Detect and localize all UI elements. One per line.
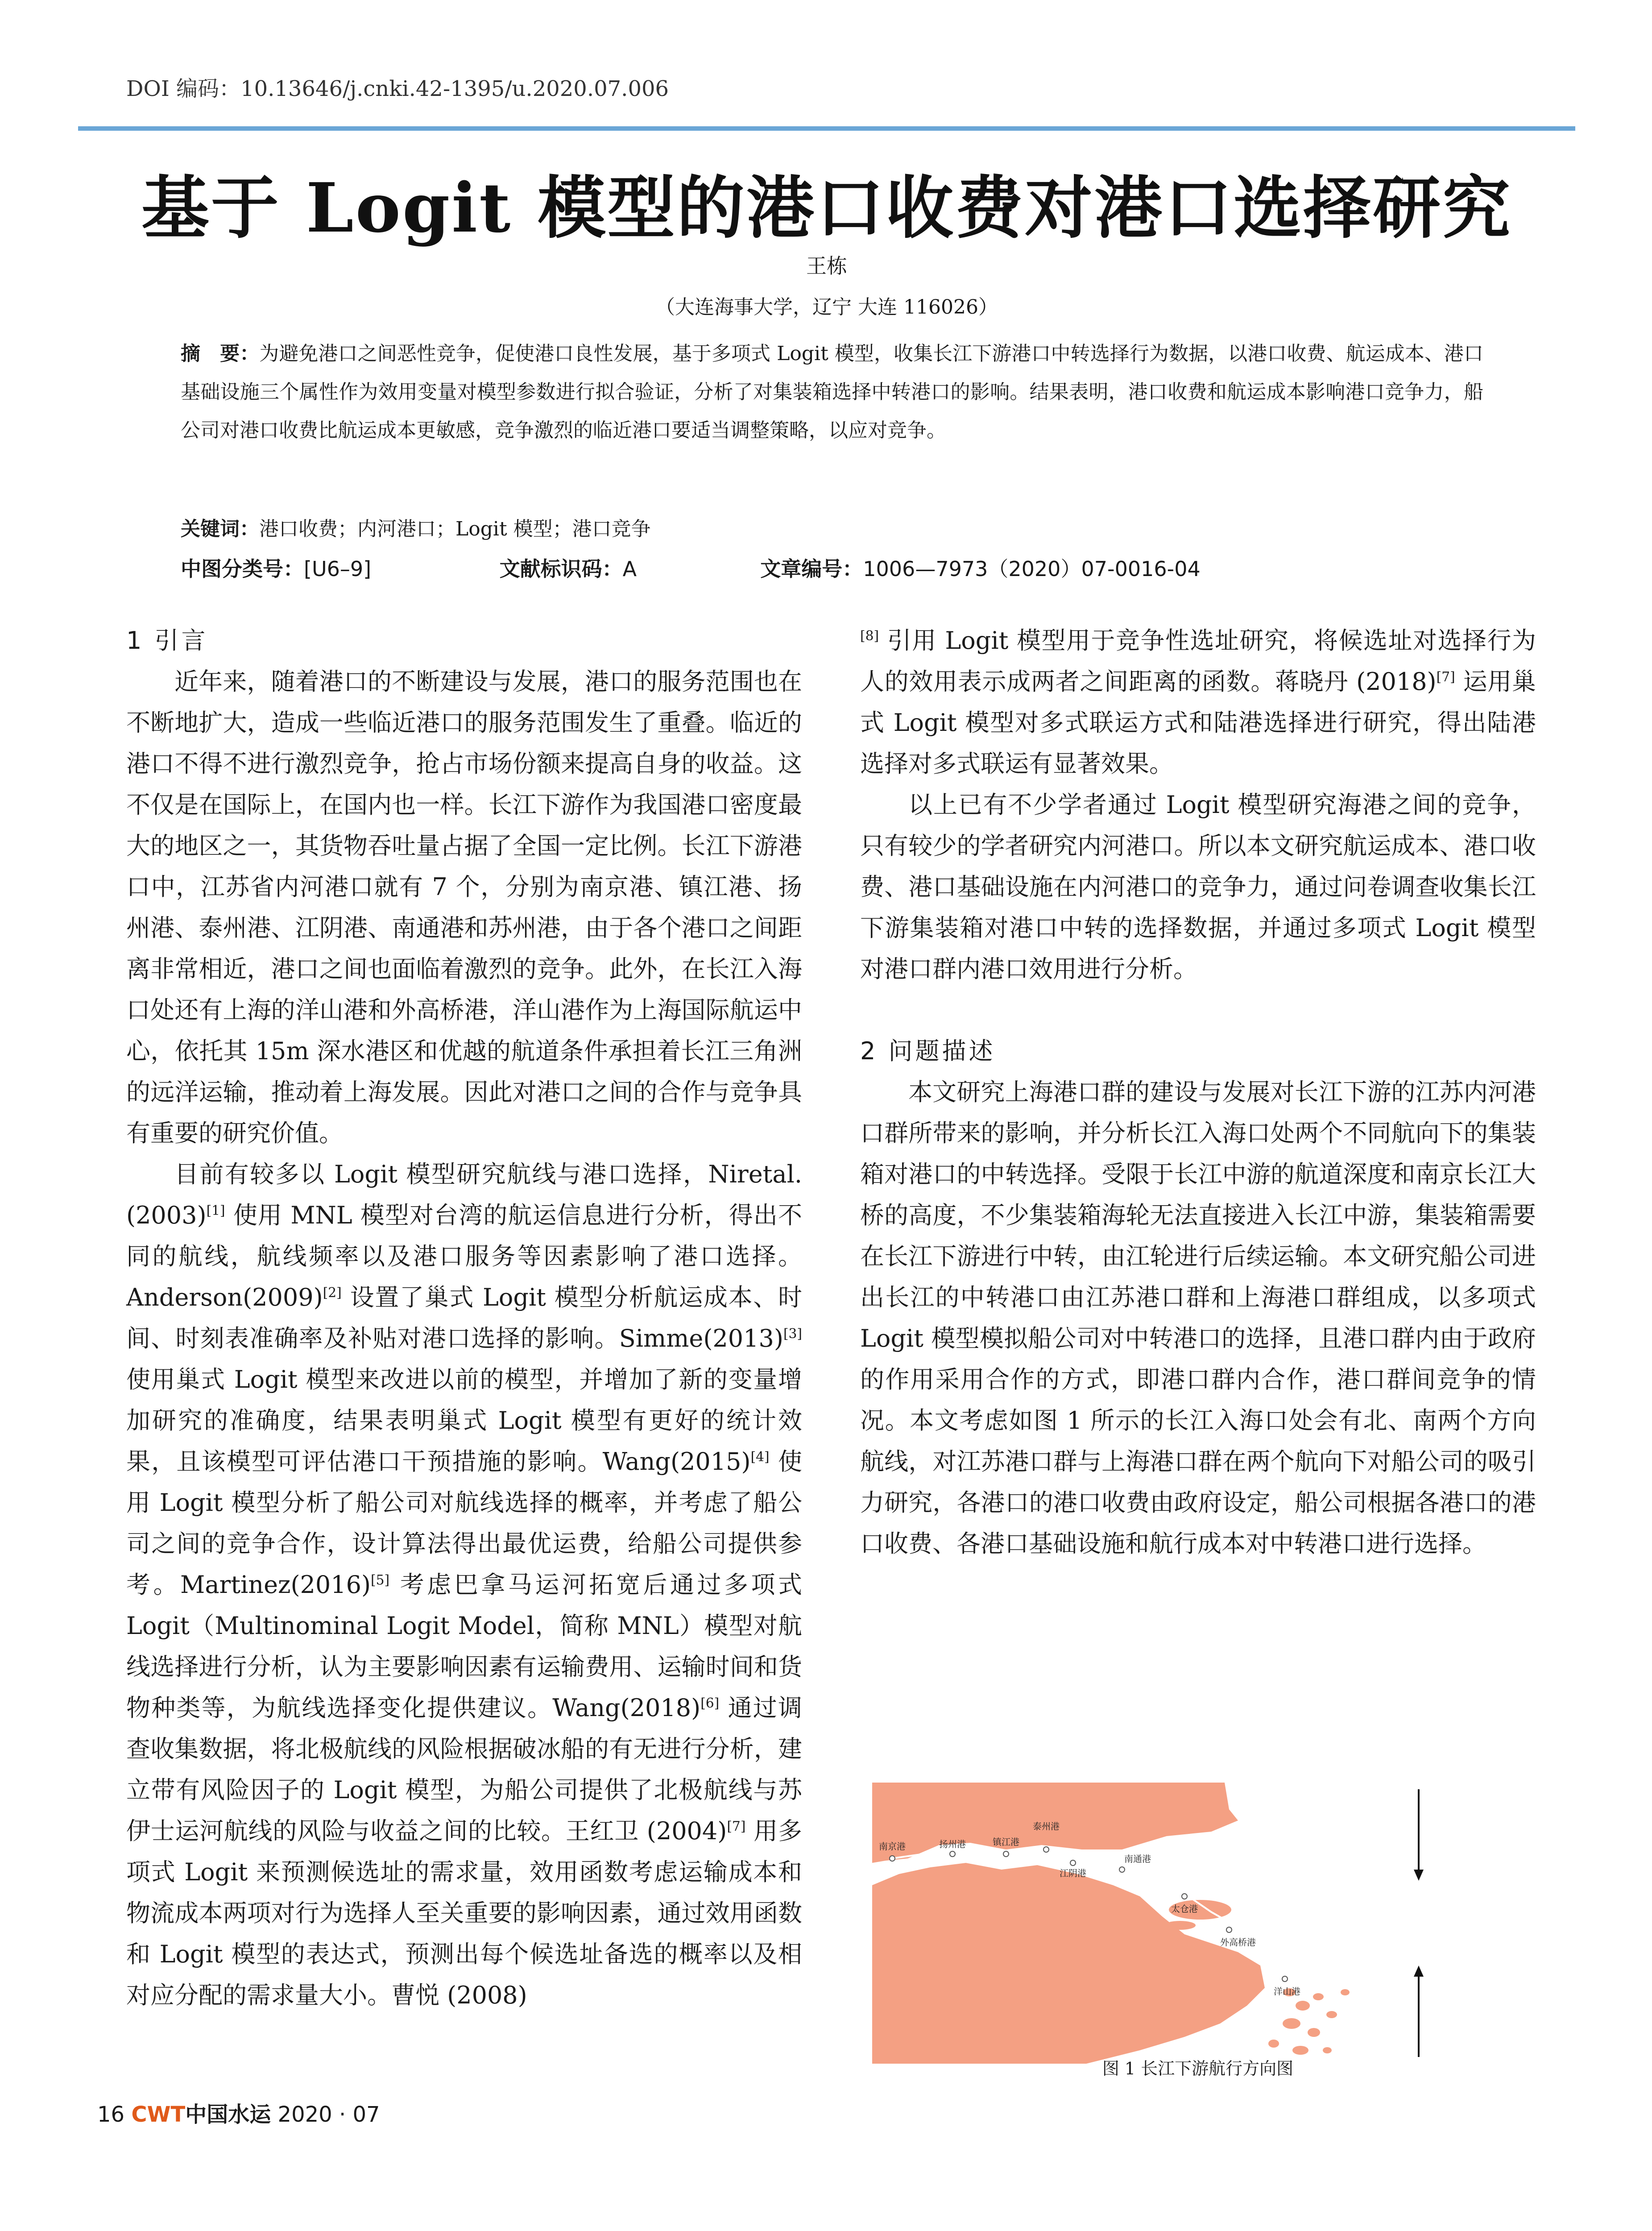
map-island [1283,2018,1300,2029]
port-label-yangshan: 洋山港 [1274,1986,1300,1997]
port-marker [1003,1851,1009,1857]
map-island [1313,1993,1324,2000]
ref-3: [3] [783,1326,802,1342]
port-label-taicang: 太仓港 [1171,1903,1198,1914]
abstract-label: 摘 要： [181,342,260,365]
port-marker [1119,1867,1125,1872]
port-marker [1070,1860,1076,1866]
article-number-label: 文章编号： [760,557,863,581]
map-island [1268,2040,1279,2048]
ref-5: [5] [371,1572,390,1588]
port-marker [890,1856,895,1861]
section-1-paragraph-2-cont: [8] 引用 Logit 模型用于竞争性选址研究，将候选址对选择行为人的效用表示成两者之间距离的函数。蒋晓丹 (2018)[7] 运用巢式 Logit 模型对多式联运方式和陆港选择进行研究，得出陆港选择对多式联运有显著效果。 [860,626,1536,778]
port-label-taizhou: 泰州港 [1033,1821,1060,1832]
article-title: 基于 Logit 模型的港口收费对港口选择研究 [141,168,1512,248]
figure-1-map [872,1783,1474,2064]
ref-7: [7] [727,1819,746,1834]
port-marker [1043,1847,1049,1852]
right-column [860,620,1536,1564]
ref-8: [8] [860,628,879,644]
clc-value: [U6–9] [304,557,372,581]
figure-1-caption: 图 1 长江下游航行方向图 [1102,2059,1294,2078]
doc-code-value: A [622,557,637,581]
port-marker [1282,1976,1288,1982]
map-island [1308,2028,1320,2037]
map-island [1326,2011,1337,2018]
port-marker [1182,1894,1187,1899]
port-label-zhenjiang: 镇江港 [993,1837,1019,1847]
port-marker [950,1851,955,1857]
article-number-value: 1006—7973（2020）07-0016-04 [863,557,1201,581]
abstract-text: 为避免港口之间恶性竞争，促使港口良性发展，基于多项式 Logit 模型，收集长江下游港口中转选择行为数据，以港口收费、航运成本、港口基础设施三个属性作为效用变量对模型参数进行拟合验证，分析了对集装箱选择中转港口的影响。结果表明，港口收费和航运成本影响港口竞争力，船公司对港口收费比航运成本更敏感，竞争激烈的临近港口要适当调整策略，以应对竞争。 [181,342,1483,442]
journal-name: 中国水运 [185,2102,271,2127]
page-footer [97,2097,380,2128]
ref-7b: [7] [1436,669,1455,685]
section-2-paragraph-1: 本文研究上海港口群的建设与发展对长江下游的江苏内河港口群所带来的影响，并分析长江入海口处两个不同航向下的集装箱对港口的中转选择。受限于长江中游的航道深度和南京长江大桥的高度，不少集装箱海轮无法直接进入长江中游，集装箱需要在长江下游进行中转，由江轮进行后续运输。本文研究船公司进出长江的中转港口由江苏港口群和上海港口群组成，以多项式 Logit 模型模拟船公司对中转港口的选择，且港口群内由于政府的作用采用合作的方式，即港口群内合作，港口群间竞争的情况。本文考虑如图 1 所示的长江入海口处会有北、南两个方向航线，对江苏港口群与上海港口群在两个航向下对船公司的吸引力研究，各港口的港口收费由政府设定，船公司根据各港口的港口收费、各港口基础设施和航行成本对中转港口进行选择。 [860,1078,1536,1558]
journal-logo: CWT [131,2102,186,2127]
map-island [1323,2047,1332,2053]
keywords-text: 港口收费；内河港口；Logit 模型；港口竞争 [259,518,651,540]
section-1-paragraph-1: 近年来，随着港口的不断建设与发展，港口的服务范围也在不断地扩大，造成一些临近港口的服务范围发生了重叠。临近的港口不得不进行激烈竞争，抢占市场份额来提高自身的收益。这不仅是在国际上，在国内也一样。长江下游作为我国港口密度最大的地区之一，其货物吞吐量占据了全国一定比例。长江下游港口中，江苏省内河港口就有 7 个，分别为南京港、镇江港、扬州港、泰州港、江阴港、南通港和苏州港，由于各个港口之间距离非常相近，港口之间也面临着激烈的竞争。此外，在长江入海口处还有上海的洋山港和外高桥港，洋山港作为上海国际航运中心，依托其 15m 深水港区和优越的航道条件承担着长江三角洲的远洋运输，推动着上海发展。因此对港口之间的合作与竞争具有重要的研究价值。 [126,668,802,1147]
map-island [1341,1989,1350,1995]
header-rule [78,126,1575,131]
port-label-nantong: 南通港 [1124,1854,1151,1864]
section-1-paragraph-2: 目前有较多以 Logit 模型研究航线与港口选择，Niretal.(2003)[1] 使用 MNL 模型对台湾的航运信息进行分析，得出不同的航线，航线频率以及港口服务等因素影响了港口选择。Anderson(2009)[2] 设置了巢式 Logit 模型分析航运成本、时间、时刻表准确率及补贴对港口选择的影响。Simme(2013)[3] 使用巢式 Logit 模型来改进以前的模型，并增加了新的变量增加研究的准确度，结果表明巢式 Logit 模型有更好的统计效果，且该模型可评估港口干预措施的影响。Wang(2015)[4] 使用 Logit 模型分析了船公司对航线选择的概率，并考虑了船公司之间的竞争合作，设计算法得出最优运费，给船公司提供参考。Martinez(2016)[5] 考虑巴拿马运河拓宽后通过多项式 Logit（Multinominal Logit Model，简称 MNL）模型对航线选择进行分析，认为主要影响因素有运输费用、运输时间和货物种类等，为航线选择变化提供建议。Wang(2018)[6] 通过调查收集数据，将北极航线的风险根据破冰船的有无进行分析，建立带有风险因子的 Logit 模型，为船公司提供了北极航线与苏伊士运河航线的风险与收益之间的比较。王红卫 (2004)[7] 用多项式 Logit 来预测候选址的需求量，效用函数考虑运输成本和物流成本两项对行为选择人至关重要的影响因素，通过效用函数和 Logit 模型的表达式，预测出每个候选址备选的概率以及相对应分配的需求量大小。曹悦 (2008) [126,1160,802,2009]
classification-line [181,550,1483,588]
map-island [1296,2001,1310,2011]
ref-6: [6] [700,1696,720,1711]
abstract [181,335,1483,450]
port-label-yangzhou: 扬州港 [939,1839,966,1849]
clc-label: 中图分类号： [181,557,304,581]
section-2-heading: 2 问题描述 [860,1037,996,1065]
affiliation: （大连海事大学，辽宁 大连 116026） [655,296,998,319]
map-island [1292,2046,1308,2055]
port-label-waigaoqiao: 外高桥港 [1220,1937,1256,1948]
page-number: 16 [97,2102,125,2127]
port-marker [1226,1927,1232,1932]
ref-1: [1] [206,1203,225,1219]
doi-line: DOI 编码：10.13646/j.cnki.42-1395/u.2020.07.006 [126,76,669,101]
section-1-heading: 1 引言 [126,626,208,655]
section-1-paragraph-3: 以上已有不少学者通过 Logit 模型研究海港之间的竞争，只有较少的学者研究内河港口。所以本文研究航运成本、港口收费、港口基础设施在内河港口的竞争力，通过问卷调查收集长江下游集装箱对港口中转的选择数据，并通过多项式 Logit 模型对港口群内港口效用进行分析。 [860,791,1536,983]
issue: 2020 · 07 [277,2102,380,2127]
port-label-jiangyin: 江阴港 [1060,1868,1086,1879]
doc-code-label: 文献标识码： [499,557,623,581]
keywords-label: 关键词： [181,518,259,540]
ref-2: [2] [323,1285,342,1301]
author: 王栋 [806,254,847,278]
map-island [1164,1921,1196,1930]
ref-4: [4] [750,1449,770,1465]
port-label-nanjing: 南京港 [879,1841,906,1852]
keywords [181,510,1483,548]
left-column [126,620,802,2016]
